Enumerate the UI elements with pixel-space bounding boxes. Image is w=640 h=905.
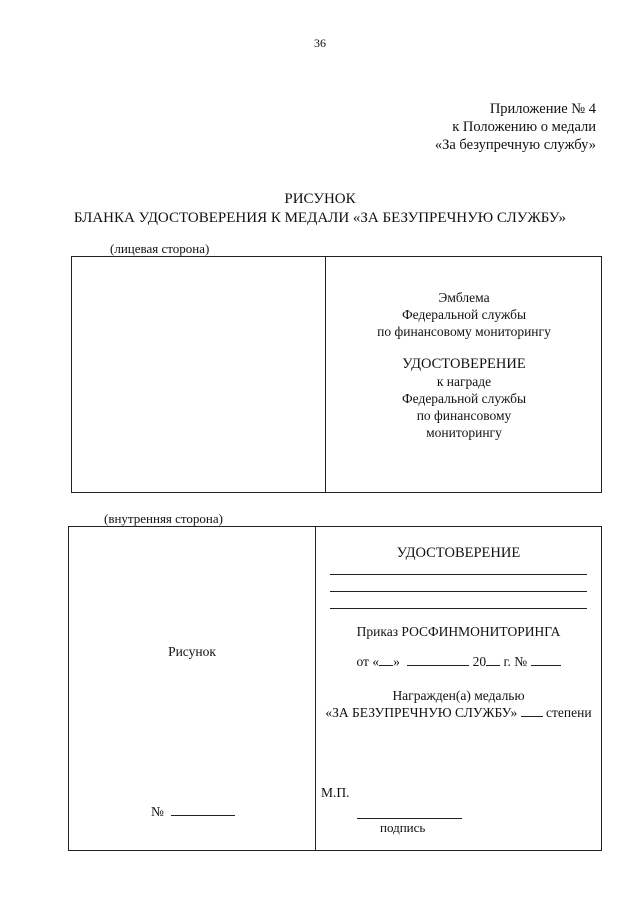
- page-number: 36: [314, 36, 326, 50]
- front-cert-title: УДОСТОВЕРЕНИЕ: [402, 356, 526, 372]
- inside-card: [68, 526, 602, 851]
- inside-side-label: (внутренняя сторона): [104, 511, 223, 526]
- emblem-line: Эмблема: [438, 290, 490, 305]
- front-card: [71, 256, 602, 493]
- order-title: Приказ РОСФИНМОНИТОРИНГА: [356, 624, 561, 639]
- appendix-line: «За безупречную службу»: [434, 137, 596, 153]
- appendix-line: к Положению о медали: [452, 119, 596, 135]
- name-blank-line: [330, 591, 587, 592]
- order-number-blank: [531, 653, 561, 666]
- certificate-number: [151, 803, 235, 820]
- title-line: БЛАНКА УДОСТОВЕРЕНИЯ К МЕДАЛИ «ЗА БЕЗУПРЕЧНУЮ СЛУЖБУ»: [73, 210, 567, 226]
- inside-cert-title: УДОСТОВЕРЕНИЕ: [396, 545, 521, 561]
- number-blank-line: [171, 803, 235, 816]
- emblem-line: Федеральной службы: [401, 307, 527, 322]
- number-label: №: [151, 804, 164, 819]
- medal-name: «ЗА БЕЗУПРЕЧНУЮ СЛУЖБУ»: [325, 705, 518, 720]
- name-blank-line: [330, 574, 587, 575]
- degree-label: степени: [546, 705, 592, 720]
- front-cert-block: [326, 356, 602, 441]
- document-title: [0, 190, 640, 228]
- front-cert-line: к награде: [436, 374, 492, 389]
- front-cert-line: по финансовому: [416, 408, 512, 423]
- front-side-label: (лицевая сторона): [110, 241, 210, 256]
- medal-degree-line: [316, 704, 601, 721]
- date-close-quote: »: [393, 654, 400, 669]
- appendix-reference: [435, 100, 596, 154]
- title-line: РИСУНОК: [284, 191, 356, 207]
- order-date-line: [316, 653, 601, 670]
- appendix-line: Приложение № 4: [489, 101, 596, 117]
- signature-line: [357, 818, 462, 819]
- seal-label: М.П.: [321, 785, 350, 800]
- photo-placeholder-label: Рисунок: [168, 644, 216, 659]
- date-from-label: от «: [356, 654, 380, 669]
- front-cert-line: мониторингу: [426, 425, 502, 440]
- front-cert-line: Федеральной службы: [401, 391, 527, 406]
- year-blank: [486, 653, 500, 666]
- year-prefix: 20: [472, 654, 487, 669]
- awarded-line: Награжден(а) медалью: [392, 688, 525, 703]
- emblem-line: по финансовому мониторингу: [377, 324, 551, 339]
- order-number-label: г. №: [503, 654, 528, 669]
- day-blank: [379, 653, 393, 666]
- signature-label: подпись: [380, 820, 426, 835]
- name-blank-line: [330, 608, 587, 609]
- degree-blank: [521, 704, 543, 717]
- emblem-block: [326, 289, 602, 340]
- month-blank: [407, 653, 469, 666]
